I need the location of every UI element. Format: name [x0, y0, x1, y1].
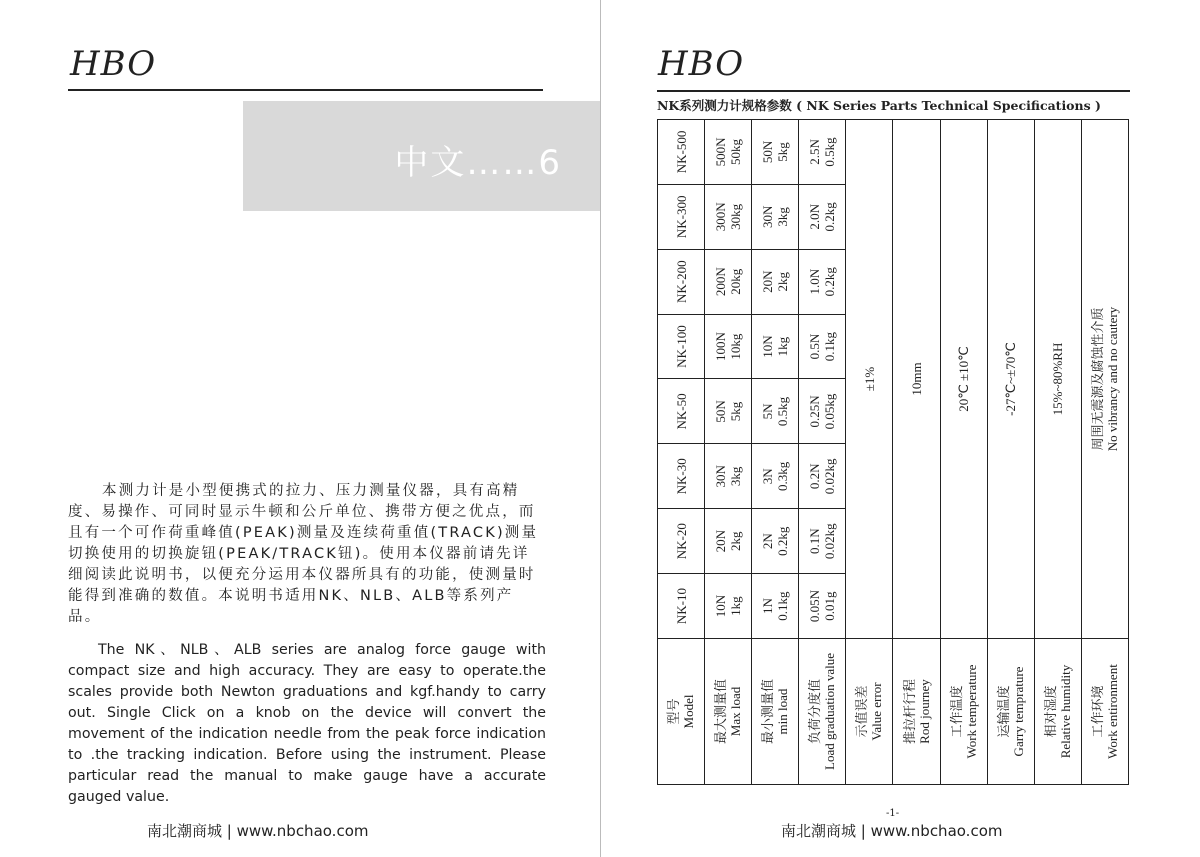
cell-text: 0.2N — [807, 463, 823, 490]
table-row — [893, 120, 940, 785]
table-row — [752, 120, 799, 785]
cell-text: 50N — [713, 400, 729, 423]
table-cell — [705, 379, 752, 444]
footer-right: 南北潮商城 | www.nbchao.com — [781, 822, 1003, 840]
hbo-logo-right: HBO — [658, 44, 745, 84]
table-cell — [705, 444, 752, 509]
table-cell — [752, 574, 799, 639]
cell-text: 2.0N — [807, 204, 823, 230]
cell-text: No vibrancy and no cautery — [1104, 306, 1120, 452]
cell-text: NK-300 — [673, 195, 689, 239]
cell-text: NK-100 — [673, 325, 689, 368]
cell-text: 50kg — [728, 138, 744, 165]
cell-text: Model — [681, 694, 697, 729]
cell-text: NK-30 — [673, 458, 689, 495]
cell-text: 30N — [713, 465, 729, 488]
table-row — [1034, 120, 1081, 785]
row-label — [705, 639, 752, 785]
cell-text: 3kg — [775, 207, 791, 227]
cell-text: 5kg — [775, 142, 791, 162]
spec-table — [657, 119, 1129, 785]
table-cell — [658, 379, 705, 444]
cell-text: 0.05N — [807, 590, 823, 623]
cell-text: 0.1kg — [822, 331, 838, 362]
cell-text: min load — [775, 688, 791, 735]
cell-text: 50N — [760, 140, 776, 164]
cell-text: Work entironment — [1104, 664, 1120, 759]
table-cell — [705, 574, 752, 639]
header-rule — [68, 89, 543, 91]
cell-text: Value error — [869, 682, 885, 741]
table-cell — [658, 249, 705, 314]
cell-text: 3N — [760, 468, 776, 485]
cell-text: 2.5N — [807, 139, 823, 165]
cell-text: 0.2kg — [775, 526, 791, 556]
spec-table-rotated — [657, 119, 1129, 785]
cell-text: 0.01g — [822, 591, 838, 621]
table-cell — [799, 314, 846, 379]
row-label — [1081, 639, 1128, 785]
cell-text: 2kg — [775, 271, 791, 292]
cell-text: 0.1N — [807, 528, 823, 555]
row-label — [846, 639, 893, 785]
merged-cell — [987, 120, 1034, 639]
cell-text: 1N — [760, 598, 776, 615]
table-cell — [658, 314, 705, 379]
cell-text: 示值误差 — [854, 685, 870, 738]
table-cell — [658, 444, 705, 509]
intro-english: The NK、NLB、ALB series are analog force gauge with compact size and high accuracy. They are easy to operate.the scales provide both Newton graduations and kgf.handy to carry out. Single Click on a knob on the device will convert the movement of the indication needle from the peak force indication to .the tracking indication. Before using the instrument. Please particular read the manual to make gauge have a accurate gauged value. — [68, 642, 546, 805]
cell-text: 型号 — [666, 698, 682, 725]
cell-text: 0.5N — [807, 333, 823, 360]
intro-chinese: 本测力计是小型便携式的拉力、压力测量仪器，具有高精度、易操作、可同时显示牛顿和公斤单位、携带方便之优点，而且有一个可作荷重峰值(PEAK)测量及连续荷重值(TRACK)测量切换使用的切换旋钮(PEAK/TRACK钮)。使用本仪器前请先详细阅读此说明书，以便充分运用本仪器所具有的功能，使测量时能得到准确的数值。本说明书适用NK、NLB、ALB等系列产品。 — [68, 483, 539, 625]
cell-text: 10N — [760, 335, 776, 358]
page-number: -1- — [886, 808, 900, 819]
cell-text: 工作温度 — [948, 685, 964, 738]
table-cell — [705, 120, 752, 185]
row-label — [940, 639, 987, 785]
cell-text: 0.5kg — [775, 396, 791, 427]
table-cell — [658, 574, 705, 639]
table-cell — [799, 444, 846, 509]
cell-text: NK-20 — [673, 523, 689, 560]
table-cell — [752, 379, 799, 444]
cell-text: Work temperature — [963, 664, 979, 759]
table-row — [705, 120, 752, 785]
row-label — [799, 639, 846, 785]
row-label — [987, 639, 1034, 785]
cell-text: 0.02kg — [822, 523, 838, 560]
cell-text: 0.1kg — [775, 591, 791, 621]
toc-box — [243, 101, 600, 211]
merged-cell — [893, 120, 940, 639]
row-label — [658, 639, 705, 785]
table-cell — [705, 184, 752, 249]
cell-text: 20℃ ±10℃ — [956, 346, 972, 412]
cell-text: 5N — [760, 403, 776, 420]
row-label — [893, 639, 940, 785]
cell-text: 30kg — [728, 203, 744, 230]
footer-left: 南北潮商城 | www.nbchao.com — [147, 822, 369, 840]
cell-text: 周围无震源及腐蚀性介质 — [1089, 307, 1105, 451]
cell-text: 1kg — [775, 336, 791, 357]
table-cell — [705, 314, 752, 379]
cell-text: 负荷分度值 — [807, 679, 823, 745]
table-cell — [752, 184, 799, 249]
cell-text: 最小测量值 — [760, 679, 776, 745]
cell-text: 20N — [713, 530, 729, 553]
table-cell — [799, 249, 846, 314]
table-cell — [799, 574, 846, 639]
cell-text: 300N — [713, 202, 729, 232]
cell-text: 500N — [713, 137, 729, 167]
table-row — [940, 120, 987, 785]
cell-text: 推拉杆行程 — [901, 679, 917, 745]
table-cell — [799, 184, 846, 249]
table-cell — [705, 509, 752, 574]
cell-text: 5kg — [728, 401, 744, 422]
merged-cell — [1034, 120, 1081, 639]
table-cell — [752, 249, 799, 314]
cell-text: 0.2kg — [822, 267, 838, 297]
cell-text: NK-10 — [673, 588, 689, 625]
cell-text: 0.2kg — [822, 202, 838, 232]
cell-text: 2kg — [728, 531, 744, 551]
cell-text: 最大测量值 — [713, 679, 729, 745]
row-label — [752, 639, 799, 785]
toc-entry[interactable]: 中文……6 — [394, 143, 562, 183]
hbo-logo: HBO — [70, 44, 157, 84]
table-row — [1081, 120, 1128, 785]
cell-text: 20N — [760, 270, 776, 293]
table-cell — [752, 444, 799, 509]
table-cell — [658, 184, 705, 249]
table-cell — [705, 249, 752, 314]
table-cell — [658, 509, 705, 574]
row-label — [1034, 639, 1081, 785]
cell-text: 1kg — [728, 596, 744, 616]
cell-text: -27℃~±70℃ — [1003, 342, 1019, 416]
cell-text: 30N — [760, 205, 776, 229]
table-row — [987, 120, 1034, 785]
cell-text: 200N — [713, 267, 729, 297]
header-rule-right — [657, 90, 1130, 92]
cell-text: 运输温度 — [995, 685, 1011, 738]
table-row — [658, 120, 705, 785]
cell-text: NK-200 — [673, 260, 689, 303]
cell-text: 10kg — [728, 333, 744, 360]
table-cell — [752, 120, 799, 185]
cell-text: Load graduation value — [822, 653, 838, 770]
page-divider — [600, 0, 601, 857]
merged-cell — [940, 120, 987, 639]
cell-text: Garry temprature — [1010, 666, 1026, 757]
table-row — [799, 120, 846, 785]
table-cell — [799, 379, 846, 444]
table-cell — [752, 509, 799, 574]
cell-text: Max load — [728, 686, 744, 737]
table-cell — [658, 120, 705, 185]
cell-text: 相对湿度 — [1042, 685, 1058, 738]
cell-text: 2N — [760, 533, 776, 550]
cell-text: Relative humidity — [1057, 664, 1073, 759]
cell-text: ±1% — [861, 366, 877, 392]
cell-text: 0.3kg — [775, 461, 791, 491]
cell-text: 3kg — [728, 466, 744, 487]
cell-text: NK-500 — [673, 130, 689, 174]
cell-text: 0.5kg — [822, 137, 838, 167]
cell-text: 0.05kg — [822, 393, 838, 430]
cell-text: 0.25N — [807, 395, 823, 428]
cell-text: 20kg — [728, 268, 744, 295]
merged-cell — [846, 120, 893, 639]
table-cell — [752, 314, 799, 379]
table-cell — [799, 509, 846, 574]
spec-title: NK系列测力计规格参数 ( NK Series Parts Technical Specifications ) — [657, 98, 1101, 113]
merged-cell — [1081, 120, 1128, 639]
cell-text: 10mm — [909, 362, 925, 396]
cell-text: Rod journey — [916, 679, 932, 744]
cell-text: 0.02kg — [822, 458, 838, 495]
cell-text: NK-50 — [673, 393, 689, 430]
cell-text: 15%~80%RH — [1050, 342, 1066, 416]
cell-text: 10N — [713, 594, 729, 618]
cell-text: 1.0N — [807, 268, 823, 295]
cell-text: 工作环境 — [1089, 685, 1105, 738]
table-row — [846, 120, 893, 785]
table-cell — [799, 120, 846, 185]
cell-text: 100N — [713, 332, 729, 362]
